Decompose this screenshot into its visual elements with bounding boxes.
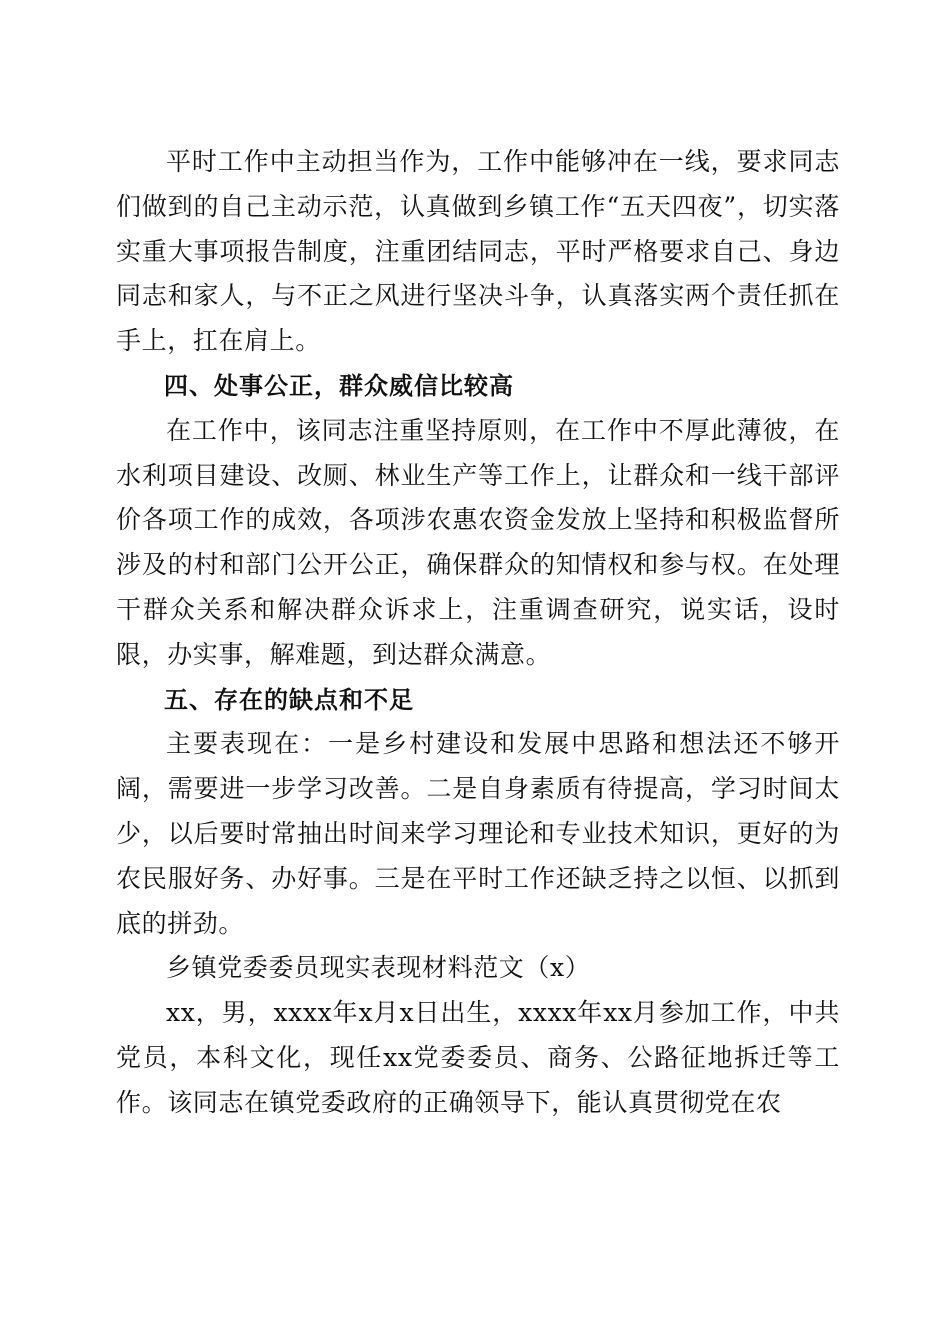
section-heading-fairness: 四、处事公正，群众威信比较高 — [164, 371, 514, 400]
document-subtitle: 乡镇党委委员现实表现材料范文（x） — [166, 953, 591, 983]
paragraph-fairness: 在工作中，该同志注重坚持原则，在工作中不厚此薄彼，在水利项目建设、改厕、林业生产等工作上，让群众和一线干部评价各项工作的成效，各项涉农惠农资金发放上坚持和积极监督所涉及的村和部门公开公正，确保群众的知情权和参与权。在处理干群众关系和解决群众诉求上，注重调查研究，说实话，设时限，办实事，解难题，到达群众满意。 — [116, 415, 840, 669]
paragraph-proactive-work: 平时工作中主动担当作为，工作中能够冲在一线，要求同志们做到的自己主动示范，认真做到乡镇工作“五天四夜”，切实落实重大事项报告制度，注重团结同志，平时严格要求自己、身边同志和家人，与不正之风进行坚决斗争，认真落实两个责任抓在手上，扛在肩上。 — [116, 147, 840, 356]
paragraph-shortcomings: 主要表现在：一是乡村建设和发展中思路和想法还不够开阔，需要进一步学习改善。二是自身素质有待提高，学习时间太少，以后要时常抽出时间来学习理论和专业技术知识，更好的为农民服好务、办好事。三是在平时工作还缺乏持之以恒、以抓到底的拼劲。 — [116, 729, 840, 938]
document-page — [116, 140, 840, 1126]
paragraph-profile: xx，男，xxxx年x月x日出生，xxxx年xx月参加工作，中共党员，本科文化，现任xx党委委员、商务、公路征地拆迁等工作。该同志在镇党委政府的正确领导下，能认真贯彻党在农 — [116, 998, 840, 1117]
section-heading-shortcomings: 五、存在的缺点和不足 — [164, 685, 414, 714]
